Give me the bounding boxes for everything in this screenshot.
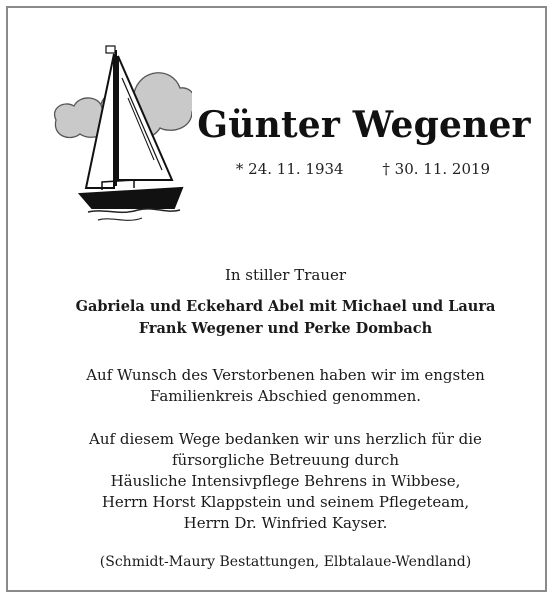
thanks-paragraph	[28, 429, 543, 534]
paragraph-line: Auf diesem Wege bedanken wir uns herzlich für die	[89, 430, 482, 448]
sailboat-icon	[42, 38, 192, 228]
paragraph-line: Auf Wunsch des Verstorbenen haben wir im engsten	[86, 366, 485, 384]
deceased-name: Günter Wegener	[197, 104, 531, 146]
death-date: † 30. 11. 2019	[382, 160, 491, 178]
farewell-paragraph	[28, 365, 543, 407]
birth-date: * 24. 11. 1934	[235, 160, 344, 178]
paragraph-line: fürsorgliche Betreuung durch	[171, 451, 399, 469]
funeral-home-credit: (Schmidt-Maury Bestattungen, Elbtalaue-Wendland)	[99, 554, 472, 570]
paragraph-line: Herrn Dr. Winfried Kayser.	[183, 514, 388, 532]
family-line: Gabriela und Eckehard Abel mit Michael und Laura	[75, 298, 496, 315]
life-dates	[228, 160, 498, 178]
family-line: Frank Wegener und Perke Dombach	[138, 320, 433, 337]
paragraph-line: Häusliche Intensivpflege Behrens in Wibbese,	[110, 472, 461, 490]
paragraph-line: Herrn Horst Klappstein und seinem Pflegeteam,	[101, 493, 470, 511]
mourning-intro: In stiller Trauer	[224, 266, 347, 284]
family-names	[28, 296, 543, 340]
paragraph-line: Familienkreis Abschied genommen.	[149, 387, 422, 405]
notice-frame	[6, 6, 547, 592]
